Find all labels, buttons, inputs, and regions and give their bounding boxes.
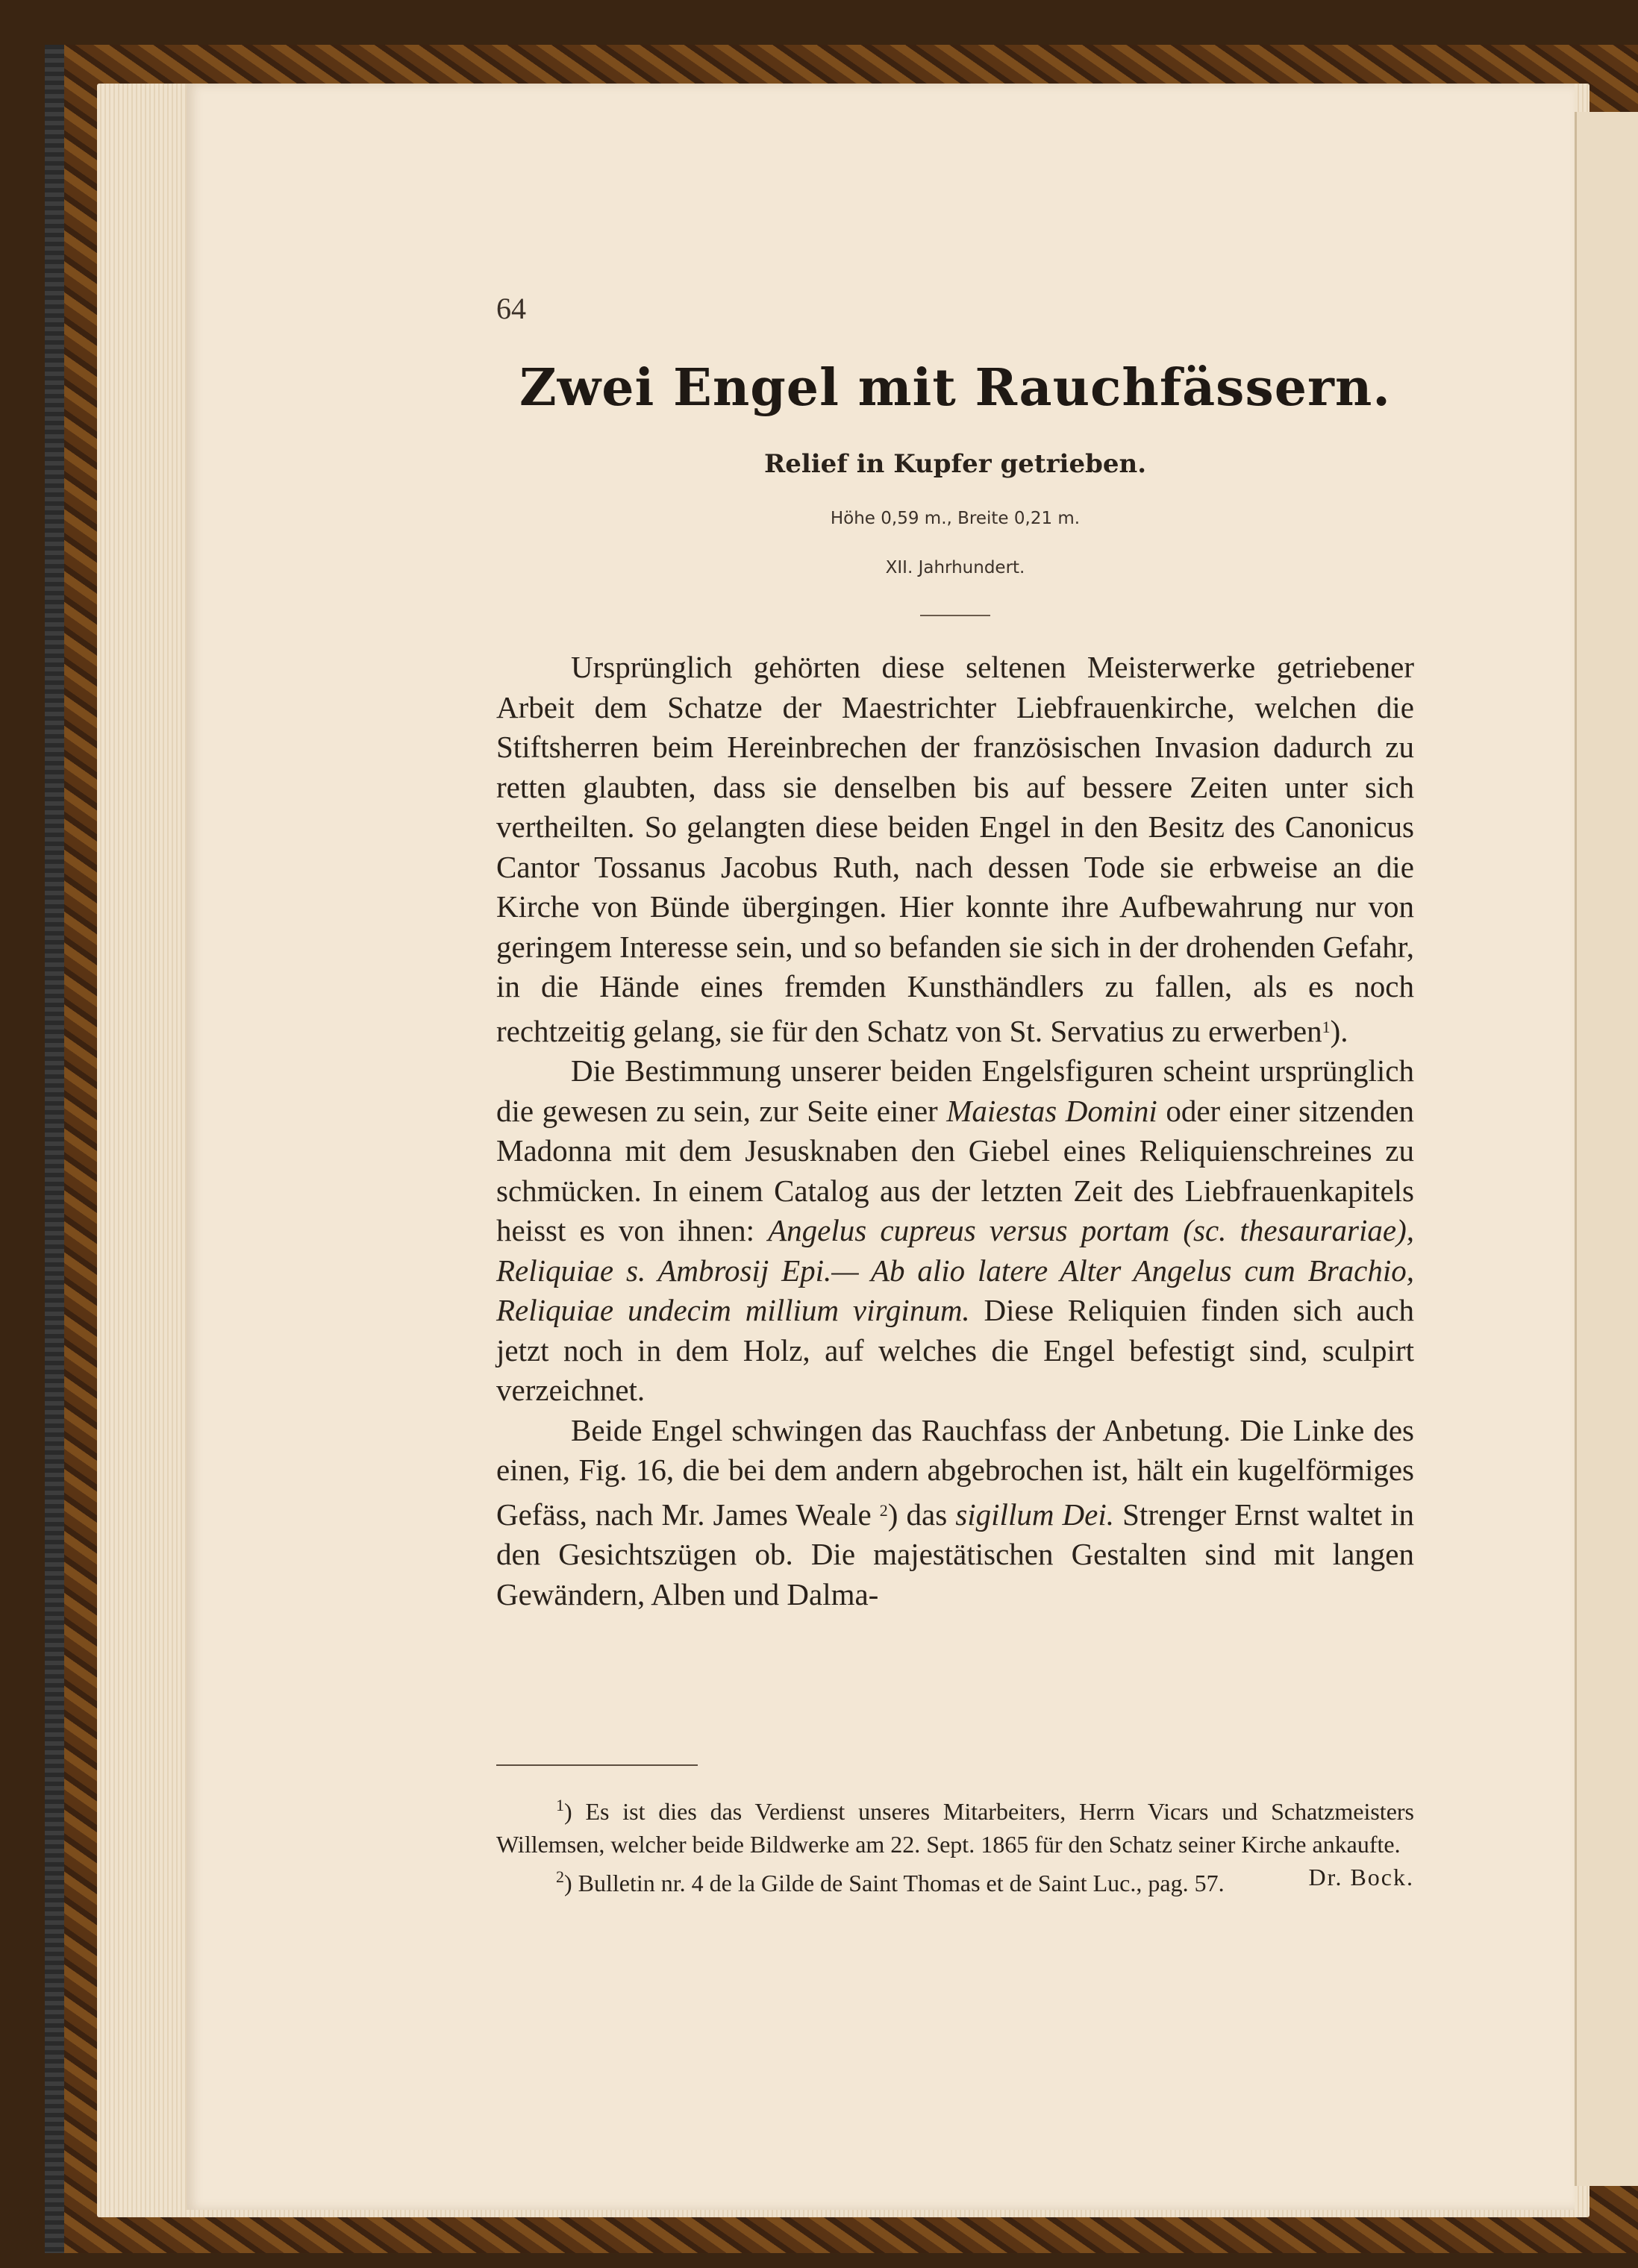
footnotes [496, 1789, 1414, 1899]
paragraph-3: Beide Engel schwingen das Rauchfass der Anbetung. Die Linke des einen, Fig. 16, die bei dem andern abgebrochen ist, hält ein kugelförmiges Gefäss, nach Mr. James Weale $^2$) das sigillum Dei. Strenger Ernst waltet in den Gesichtszügen ob. Die majestätischen Gestalten sind mit langen Gewändern, Alben und Dalma- [496, 1412, 1414, 1611]
page-title: Zwei Engel mit Rauchfässern. [519, 358, 1391, 418]
body-text [496, 648, 1414, 1614]
spine-edge [45, 45, 64, 2253]
dimensions-line: Höhe 0,59 m., Breite 0,21 m. [830, 509, 1081, 528]
page-number: 64 [496, 292, 526, 325]
paragraph-2: Die Bestimmung unserer beiden Engelsfiguren scheint ursprünglich die gewesen zu sein, zur Seite einer Maiestas Domini oder einer sitzenden Madonna mit dem Jesusknaben den Giebel eines Reliquienschreines zu schmücken. In einem Catalog aus der letzten Zeit des Liebfrauenkapitels heisst es von ihnen: Angelus cupreus versus portam (sc. thesaurariae), Reliquiae s. Ambrosij Epi.— Ab alio latere Alter Angelus cum Brachio, Reliquiae undecim millium virginum. Diese Reliquien finden sich auch jetzt noch in dem Holz, auf welches die Engel befestigt sind, sculpirt verzeichnet. [496, 1053, 1415, 1407]
footnote-divider [496, 1764, 698, 1766]
italic-catalog-quote: Angelus cupreus versus portam (sc. thesaurariae), Reliquiae s. Ambrosij Epi.— Ab alio latere Alter Angelus cum Brachio, Reliquiae undecim millium virginum. [496, 1213, 1414, 1327]
page-subtitle: Relief in Kupfer getrieben. [763, 449, 1147, 479]
footnote-1: $^1$) Es ist dies das Verdienst unseres Mitarbeiters, Herrn Vicars und Schatzmeisters Willemsen, welcher beide Bildwerke am 22. Sept. 1865 für den Schatz seiner Kirche ankaufte. Dr. Bock. [496, 1789, 1414, 1861]
facing-page-edge [1575, 112, 1638, 2186]
footnote-2: $^2$) Bulletin nr. 4 de la Gilde de Saint Thomas et de Saint Luc., pag. 57. [556, 1867, 1225, 1896]
title-divider [920, 615, 990, 616]
century-line: XII. Jahrhundert. [885, 558, 1025, 577]
footnote-signature: Dr. Bock. [1308, 1864, 1414, 1890]
italic-maiestas: Maiestas Domini [946, 1093, 1157, 1128]
footnote-ref-1: 1 [1322, 1017, 1331, 1036]
footnote-ref-2: 2 [879, 1500, 888, 1520]
paragraph-1: Ursprünglich gehörten diese seltenen Meisterwerke getriebener Arbeit dem Schatze der Maestrichter Liebfrauenkirche, welchen die Stiftsherren beim Hereinbrechen der französischen Invasion dadurch zu retten glaubten, dass sie denselben bis auf bessere Zeiten unter sich vertheilten. So gelangten diese beiden Engel in den Besitz des Canonicus Cantor Tossanus Jacobus Ruth, nach dessen Tode sie erbweise an die Kirche von Bünde übergingen. Hier konnte ihre Aufbewahrung nur von geringem Interesse sein, und so befanden sie sich in der drohenden Gefahr, in die Hände eines fremden Kunsthändlers zu fallen, als es noch rechtzeitig gelang, sie für den Schatz von St. Servatius zu erwerben$^1$). [496, 650, 1414, 1048]
italic-sigillum: sigillum Dei. [955, 1497, 1115, 1532]
